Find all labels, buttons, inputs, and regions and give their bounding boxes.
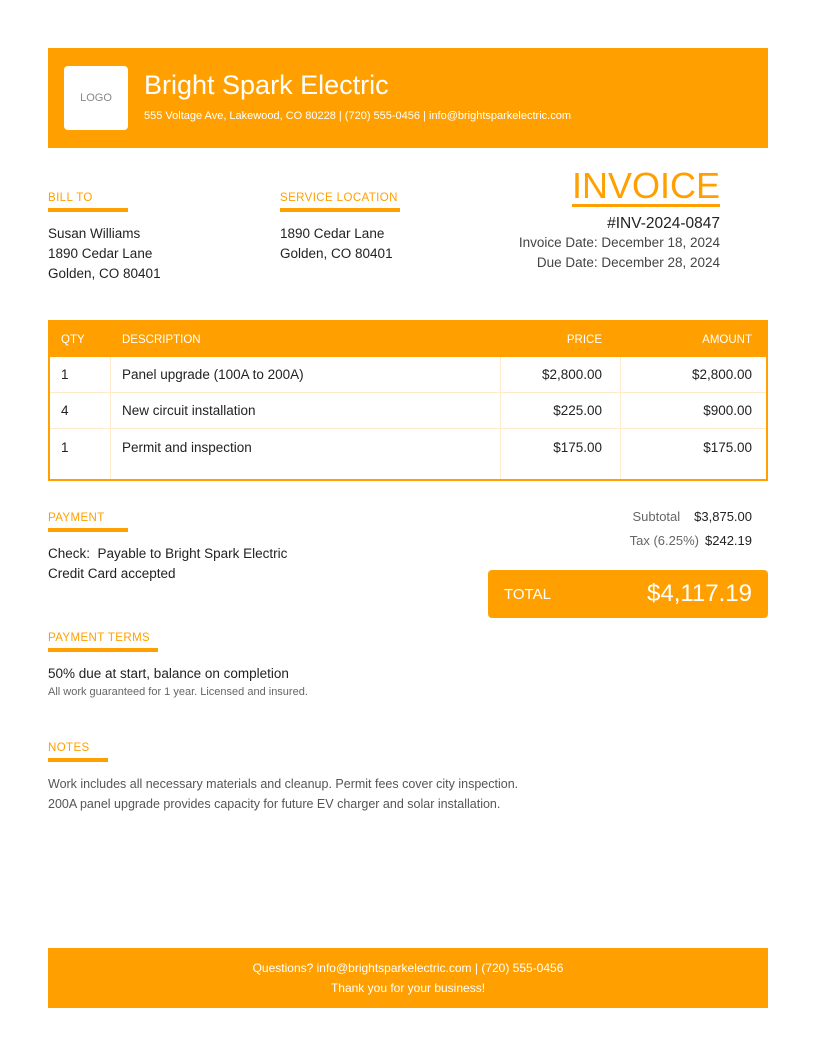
company-logo: LOGO — [64, 66, 128, 130]
tax-label: Tax (6.25%) — [629, 533, 699, 548]
table-row — [50, 357, 766, 393]
column-divider — [110, 357, 111, 479]
row-description: Permit and inspection — [122, 439, 252, 455]
subtotal-value: $3,875.00 — [694, 509, 752, 524]
invoice-meta — [518, 165, 720, 273]
row-price: $2,800.00 — [541, 367, 602, 382]
invoice-header — [48, 48, 768, 148]
payment-terms-section — [48, 628, 308, 700]
row-qty: 1 — [61, 439, 69, 455]
row-description: Panel upgrade (100A to 200A) — [122, 367, 304, 382]
service-location-section — [280, 188, 400, 264]
payment-terms-main: 50% due at start, balance on completion — [48, 666, 289, 681]
payment-label: PAYMENT — [48, 512, 128, 532]
service-location-label: SERVICE LOCATION — [280, 192, 400, 212]
bill-to-name: Susan Williams — [48, 226, 141, 241]
header-qty: QTY — [61, 333, 85, 346]
notes-label: NOTES — [48, 742, 108, 762]
table-header — [50, 322, 766, 357]
service-address1: 1890 Cedar Lane — [280, 226, 385, 241]
table-row — [50, 393, 766, 429]
company-name: Bright Spark Electric — [144, 70, 389, 100]
payment-section — [48, 508, 287, 584]
line-items-table — [48, 320, 768, 481]
bill-to-address1: 1890 Cedar Lane — [48, 246, 153, 261]
due-date: Due Date: December 28, 2024 — [536, 255, 720, 270]
totals-summary — [630, 505, 752, 553]
header-amount: AMOUNT — [702, 333, 752, 346]
tax-row — [630, 529, 752, 553]
total-label: TOTAL — [504, 585, 551, 603]
invoice-number: #INV-2024-0847 — [607, 215, 720, 232]
column-divider — [620, 357, 621, 479]
footer-contact: Questions? info@brightsparkelectric.com | (720) 555-0456 — [252, 961, 564, 975]
row-description: New circuit installation — [122, 403, 256, 418]
bill-to-label: BILL TO — [48, 192, 128, 212]
row-amount: $900.00 — [703, 403, 752, 418]
header-price: PRICE — [566, 333, 602, 346]
subtotal-label: Subtotal — [632, 509, 681, 524]
table-row — [50, 429, 766, 465]
invoice-footer — [48, 948, 768, 1008]
total-value: $4,117.19 — [647, 580, 752, 607]
payment-card: Credit Card accepted — [48, 566, 176, 581]
column-divider — [500, 357, 501, 479]
row-qty: 1 — [61, 367, 69, 382]
payment-check: Check: Payable to Bright Spark Electric — [48, 546, 288, 561]
row-price: $175.00 — [553, 439, 602, 455]
bill-to-address2: Golden, CO 80401 — [48, 266, 161, 281]
row-amount: $2,800.00 — [691, 367, 752, 382]
row-qty: 4 — [61, 403, 69, 418]
tax-value: $242.19 — [705, 533, 752, 548]
footer-thanks: Thank you for your business! — [330, 981, 486, 995]
subtotal-row — [630, 505, 752, 529]
company-contact: 555 Voltage Ave, Lakewood, CO 80228 | (720) 555-0456 | info@brightsparkelectric.com — [144, 110, 571, 122]
row-amount: $175.00 — [703, 439, 752, 455]
header-description: DESCRIPTION — [122, 333, 201, 346]
payment-terms-label: PAYMENT TERMS — [48, 632, 158, 652]
notes-line1: Work includes all necessary materials and cleanup. Permit fees cover city inspection. — [48, 777, 519, 791]
notes-section — [48, 738, 518, 814]
notes-line2: 200A panel upgrade provides capacity for future EV charger and solar installation. — [48, 797, 501, 811]
grand-total-box — [488, 570, 768, 618]
service-address2: Golden, CO 80401 — [280, 246, 393, 261]
invoice-title: INVOICE — [571, 165, 720, 206]
bill-to-section — [48, 188, 161, 284]
payment-terms-sub: All work guaranteed for 1 year. Licensed and insured. — [48, 686, 308, 698]
row-price: $225.00 — [553, 403, 602, 418]
invoice-date: Invoice Date: December 18, 2024 — [518, 235, 720, 250]
